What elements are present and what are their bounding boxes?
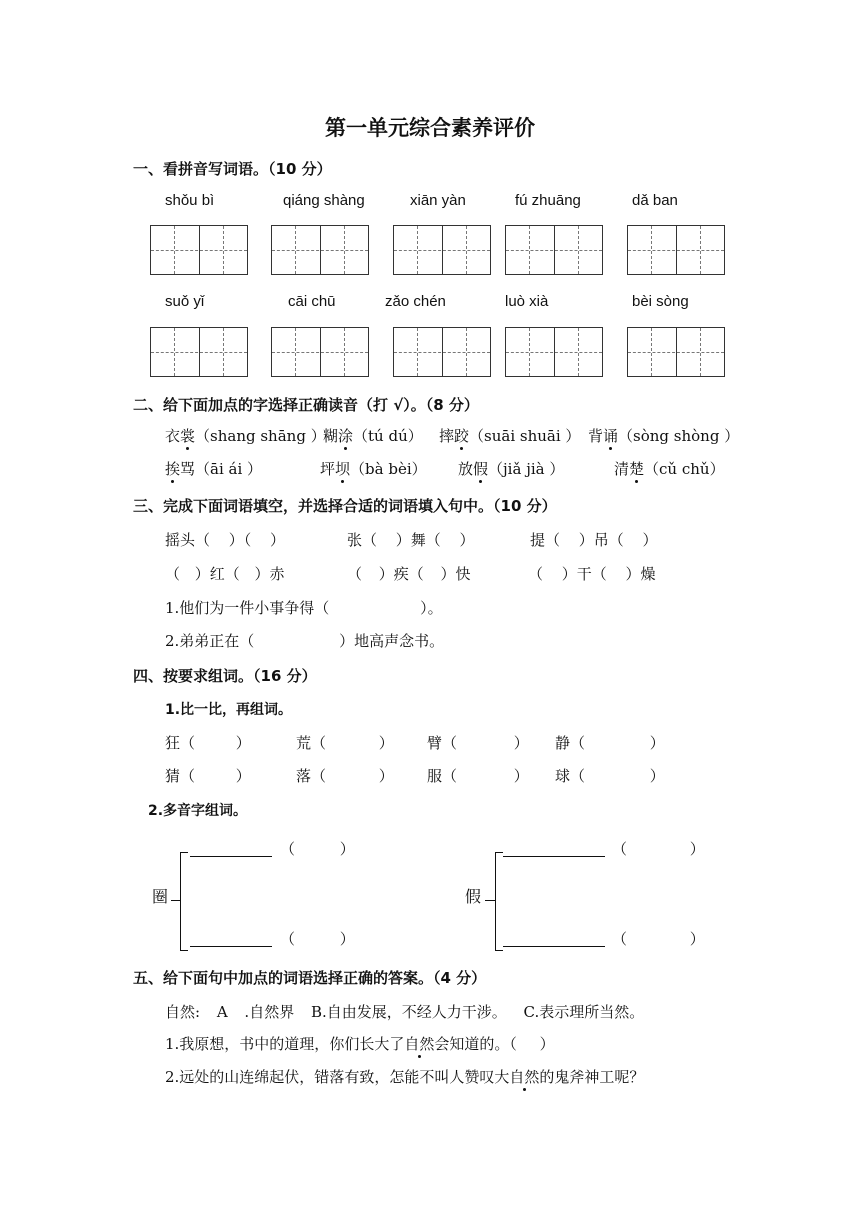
word-item[interactable]: 狂（ ） bbox=[165, 734, 251, 752]
pinyin-3: xiān yàn bbox=[410, 192, 466, 209]
bracket bbox=[180, 852, 188, 853]
reading-item[interactable]: 清楚（cǔ chǔ） bbox=[614, 460, 725, 478]
page-title: 第一单元综合素养评价 bbox=[325, 116, 535, 140]
reading-item[interactable]: 坪坝（bà bèi） bbox=[320, 460, 427, 478]
answer-line[interactable] bbox=[503, 856, 605, 857]
writing-grid[interactable] bbox=[505, 327, 603, 377]
fill-sentence[interactable]: 2.弟弟正在（ ）地高声念书。 bbox=[165, 632, 445, 650]
pinyin-9: luò xià bbox=[505, 293, 549, 310]
fill-phrase[interactable]: （ ）红（ ）赤 bbox=[165, 565, 285, 583]
word-item[interactable]: 静（ ） bbox=[555, 734, 665, 752]
word-item[interactable]: 荒（ ） bbox=[296, 734, 394, 752]
pinyin-paren[interactable]: （ ） bbox=[612, 930, 705, 948]
reading-item[interactable]: 摔跤（suāi shuāi ） bbox=[439, 427, 581, 445]
section-3-heading: 三、完成下面词语填空，并选择合适的词语填入句中。（10 分） bbox=[133, 497, 557, 515]
answer-options: 自然: A .自然界 B.自由发展，不经人力干涉。 C.表示理所当然。 bbox=[165, 1003, 645, 1021]
bracket bbox=[180, 950, 188, 951]
pinyin-10: bèi sòng bbox=[632, 293, 689, 310]
writing-grid[interactable] bbox=[393, 225, 491, 275]
fill-phrase[interactable]: 张（ ）舞（ ） bbox=[347, 531, 475, 549]
bracket bbox=[495, 852, 503, 853]
section-1-heading: 一、看拼音写词语。（10 分） bbox=[133, 160, 332, 178]
word-item[interactable]: 球（ ） bbox=[555, 767, 665, 785]
pinyin-8: zǎo chén bbox=[385, 293, 446, 310]
answer-line[interactable] bbox=[190, 856, 272, 857]
pinyin-paren[interactable]: （ ） bbox=[612, 840, 705, 858]
pinyin-7: cāi chū bbox=[288, 293, 336, 310]
section-4-heading: 四、按要求组词。（16 分） bbox=[133, 667, 317, 685]
fill-sentence[interactable]: 1.他们为一件小事争得（ ）。 bbox=[165, 599, 443, 617]
word-item[interactable]: 服（ ） bbox=[427, 767, 529, 785]
question-1[interactable]: 1.我原想，书中的道理，你们长大了自然会知道的。（ ） bbox=[165, 1035, 555, 1053]
subsection-compare: 1.比一比，再组词。 bbox=[165, 702, 293, 718]
word-item[interactable]: 猜（ ） bbox=[165, 767, 251, 785]
pinyin-paren[interactable]: （ ） bbox=[280, 840, 355, 858]
pinyin-2: qiáng shàng bbox=[283, 192, 365, 209]
pinyin-paren[interactable]: （ ） bbox=[280, 930, 355, 948]
word-item[interactable]: 落（ ） bbox=[296, 767, 394, 785]
reading-item[interactable]: 衣裳（shang shāng ） bbox=[165, 427, 326, 445]
polyphone-char: 假 bbox=[465, 887, 482, 906]
writing-grid[interactable] bbox=[393, 327, 491, 377]
answer-line[interactable] bbox=[503, 946, 605, 947]
pinyin-4: fú zhuāng bbox=[515, 192, 581, 209]
fill-phrase[interactable]: 提（ ）吊（ ） bbox=[530, 531, 658, 549]
writing-grid[interactable] bbox=[627, 225, 725, 275]
question-2[interactable]: 2.远处的山连绵起伏，错落有致，怎能不叫人赞叹大自然的鬼斧神工呢？ bbox=[165, 1068, 645, 1086]
bracket bbox=[180, 852, 181, 950]
reading-item[interactable]: 糊涂（tú dú） bbox=[323, 427, 423, 445]
reading-item[interactable]: 背诵（sòng shòng ） bbox=[588, 427, 740, 445]
bracket bbox=[495, 950, 503, 951]
section-5-heading: 五、给下面句中加点的词语选择正确的答案。（4 分） bbox=[133, 969, 487, 987]
reading-item[interactable]: 放假（jiǎ jià ） bbox=[458, 460, 565, 478]
answer-line[interactable] bbox=[190, 946, 272, 947]
reading-item[interactable]: 挨骂（āi ái ） bbox=[165, 460, 263, 478]
fill-phrase[interactable]: （ ）疾（ ）快 bbox=[347, 565, 471, 583]
writing-grid[interactable] bbox=[150, 327, 248, 377]
writing-grid[interactable] bbox=[627, 327, 725, 377]
writing-grid[interactable] bbox=[150, 225, 248, 275]
fill-phrase[interactable]: （ ）干（ ）燥 bbox=[528, 565, 656, 583]
pinyin-6: suǒ yǐ bbox=[165, 293, 205, 310]
writing-grid[interactable] bbox=[505, 225, 603, 275]
subsection-polyphone: 2.多音字组词。 bbox=[148, 803, 248, 819]
word-item[interactable]: 臂（ ） bbox=[427, 734, 529, 752]
bracket bbox=[495, 852, 496, 950]
polyphone-char: 圈 bbox=[152, 887, 169, 906]
writing-grid[interactable] bbox=[271, 327, 369, 377]
writing-grid[interactable] bbox=[271, 225, 369, 275]
section-2-heading: 二、给下面加点的字选择正确读音（打 √）。（8 分） bbox=[133, 396, 479, 414]
pinyin-1: shǒu bì bbox=[165, 192, 215, 209]
fill-phrase[interactable]: 摇头（ ）（ ） bbox=[165, 531, 286, 549]
pinyin-5: dǎ ban bbox=[632, 192, 678, 209]
